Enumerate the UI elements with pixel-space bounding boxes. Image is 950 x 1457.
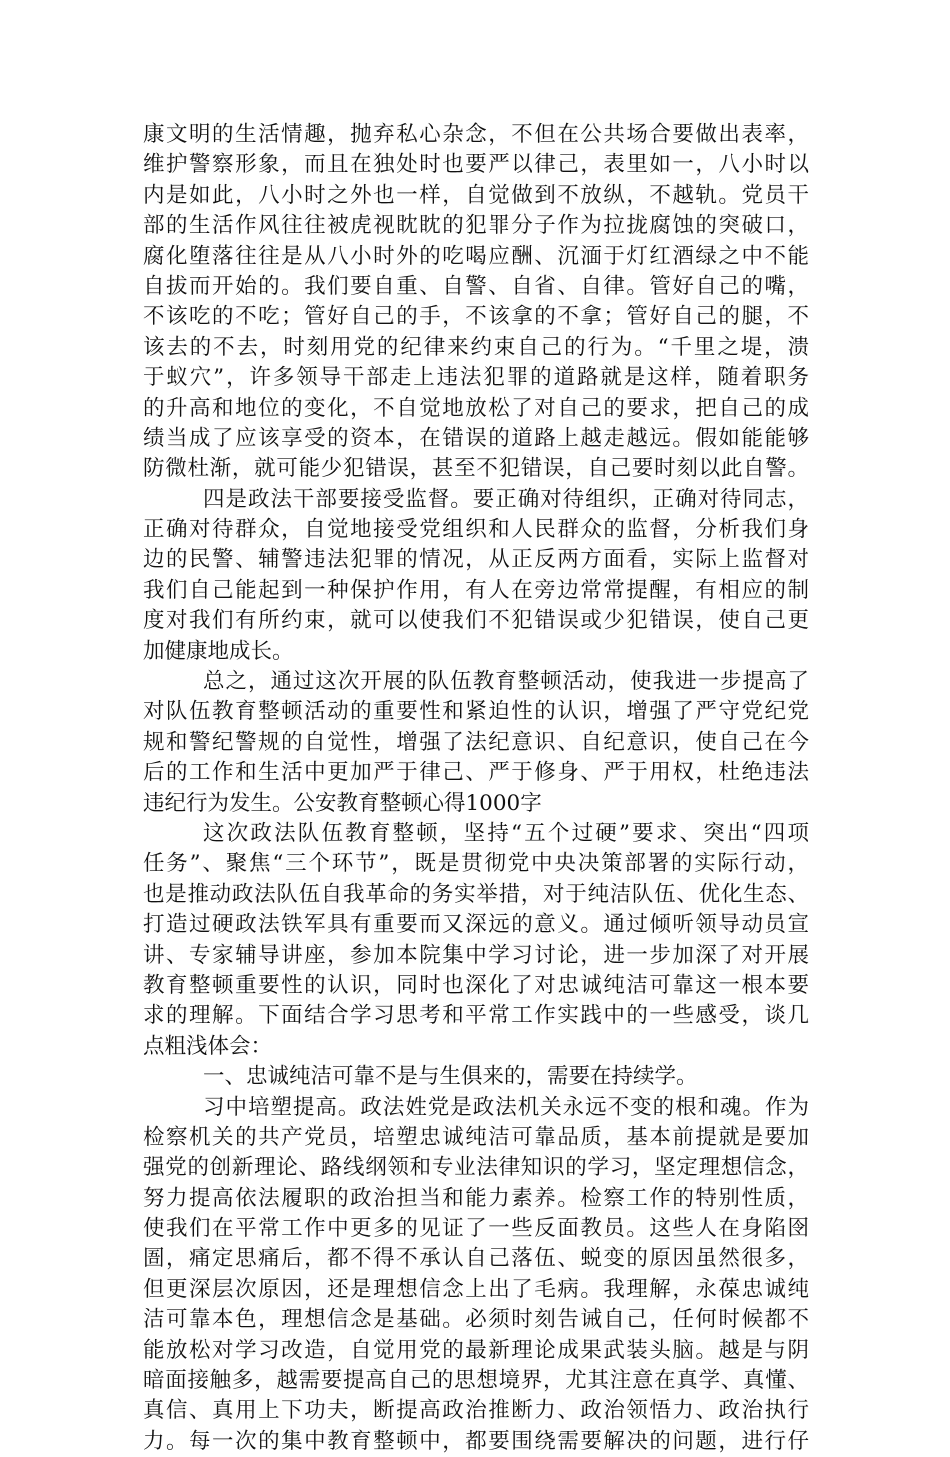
text-line: 洁可靠本色，理想信念是基础。必须时刻告诫自己，任何时候都不 <box>143 1307 809 1333</box>
text-line: 于蚁穴”，许多领导干部走上违法犯罪的道路就是这样，随着职务 <box>143 365 809 391</box>
text-line: 自拔而开始的。我们要自重、自警、自省、自律。管好自己的嘴， <box>143 273 809 299</box>
text-line: 对队伍教育整顿活动的重要性和紧迫性的认识，增强了严守党纪党 <box>143 699 809 725</box>
text-line: 检察机关的共产党员，培塑忠诚纯洁可靠品质，基本前提就是要加 <box>143 1124 809 1150</box>
text-line: 总之，通过这次开展的队伍教育整顿活动，使我进一步提高了 <box>203 669 809 695</box>
text-line: 使我们在平常工作中更多的见证了一些反面教员。这些人在身陷囹 <box>143 1216 809 1242</box>
text-line: 努力提高依法履职的政治担当和能力素养。检察工作的特别性质， <box>143 1185 809 1211</box>
text-line: 点粗浅体会： <box>143 1033 273 1059</box>
text-line: 边的民警、辅警违法犯罪的情况，从正反两方面看，实际上监督对 <box>143 547 809 573</box>
text-line: 能放松对学习改造，自觉用党的最新理论成果武装头脑。越是与阴 <box>143 1337 809 1363</box>
text-line: 部的生活作风往往被虎视眈眈的犯罪分子作为拉拢腐蚀的突破口， <box>143 213 809 239</box>
text-line: 绩当成了应该享受的资本，在错误的道路上越走越远。假如能能够 <box>143 425 809 451</box>
text-line: 强党的创新理论、路线纲领和专业法律知识的学习，坚定理想信念， <box>143 1155 809 1181</box>
text-line: 我们自己能起到一种保护作用，有人在旁边常常提醒，有相应的制 <box>143 577 809 603</box>
text-line: 任务”、聚焦“三个环节”，既是贯彻党中央决策部署的实际行动， <box>143 851 809 877</box>
text-line: 维护警察形象，而且在独处时也要严以律己，表里如一，八小时以 <box>143 152 809 178</box>
text-line: 度对我们有所约束，就可以使我们不犯错误或少犯错误，使自己更 <box>143 608 809 634</box>
text-line: 内是如此，八小时之外也一样，自觉做到不放纵，不越轨。党员干 <box>143 182 809 208</box>
text-line: 圄，痛定思痛后，都不得不承认自己落伍、蜕变的原因虽然很多， <box>143 1246 809 1272</box>
text-line: 四是政法干部要接受监督。要正确对待组织，正确对待同志， <box>203 486 809 512</box>
text-line: 该去的不去，时刻用党的纪律来约束自己的行为。“千里之堤，溃 <box>143 334 809 360</box>
text-line: 暗面接触多，越需要提高自己的思想境界，尤其注意在真学、真懂、 <box>143 1368 809 1394</box>
text-line: 违纪行为发生。公安教育整顿心得1000字 <box>143 790 542 816</box>
text-line: 但更深层次原因，还是理想信念上出了毛病。我理解，永葆忠诚纯 <box>143 1276 809 1302</box>
text-line: 规和警纪警规的自觉性，增强了法纪意识、自纪意识，使自己在今 <box>143 729 809 755</box>
text-line: 力。每一次的集中教育整顿中，都要围绕需要解决的问题，进行仔 <box>143 1428 809 1454</box>
text-line: 后的工作和生活中更加严于律己、严于修身、严于用权，杜绝违法 <box>143 760 809 786</box>
text-line: 这次政法队伍教育整顿，坚持“五个过硬”要求、突出“四项 <box>203 820 809 846</box>
text-line: 腐化堕落往往是从八小时外的吃喝应酬、沉湎于灯红酒绿之中不能 <box>143 243 809 269</box>
text-line: 康文明的生活情趣，抛弃私心杂念，不但在公共场合要做出表率， <box>143 122 809 147</box>
text-line: 教育整顿重要性的认识，同时也深化了对忠诚纯洁可靠这一根本要 <box>143 972 809 998</box>
text-line: 真信、真用上下功夫，断提高政治推断力、政治领悟力、政治执行 <box>143 1398 809 1424</box>
text-line: 防微杜渐，就可能少犯错误，甚至不犯错误，自己要时刻以此自警。 <box>143 456 809 482</box>
text-line: 加健康地成长。 <box>143 638 294 664</box>
text-line: 的升高和地位的变化，不自觉地放松了对自己的要求，把自己的成 <box>143 395 809 421</box>
text-line: 讲、专家辅导讲座，参加本院集中学习讨论，进一步加深了对开展 <box>143 942 809 968</box>
text-line: 也是推动政法队伍自我革命的务实举措，对于纯洁队伍、优化生态、 <box>143 881 809 907</box>
document-body <box>143 120 809 1457</box>
text-line: 打造过硬政法铁军具有重要而又深远的意义。通过倾听领导动员宣 <box>143 912 809 938</box>
text-line: 正确对待群众，自觉地接受党组织和人民群众的监督，分析我们身 <box>143 517 809 543</box>
text-line: 习中培塑提高。政法姓党是政法机关永远不变的根和魂。作为 <box>203 1094 809 1120</box>
text-line: 一、忠诚纯洁可靠不是与生俱来的，需要在持续学。 <box>203 1064 698 1090</box>
text-line: 不该吃的不吃；管好自己的手，不该拿的不拿；管好自己的腿，不 <box>143 304 809 330</box>
text-line: 求的理解。下面结合学习思考和平常工作实践中的一些感受，谈几 <box>143 1003 809 1029</box>
